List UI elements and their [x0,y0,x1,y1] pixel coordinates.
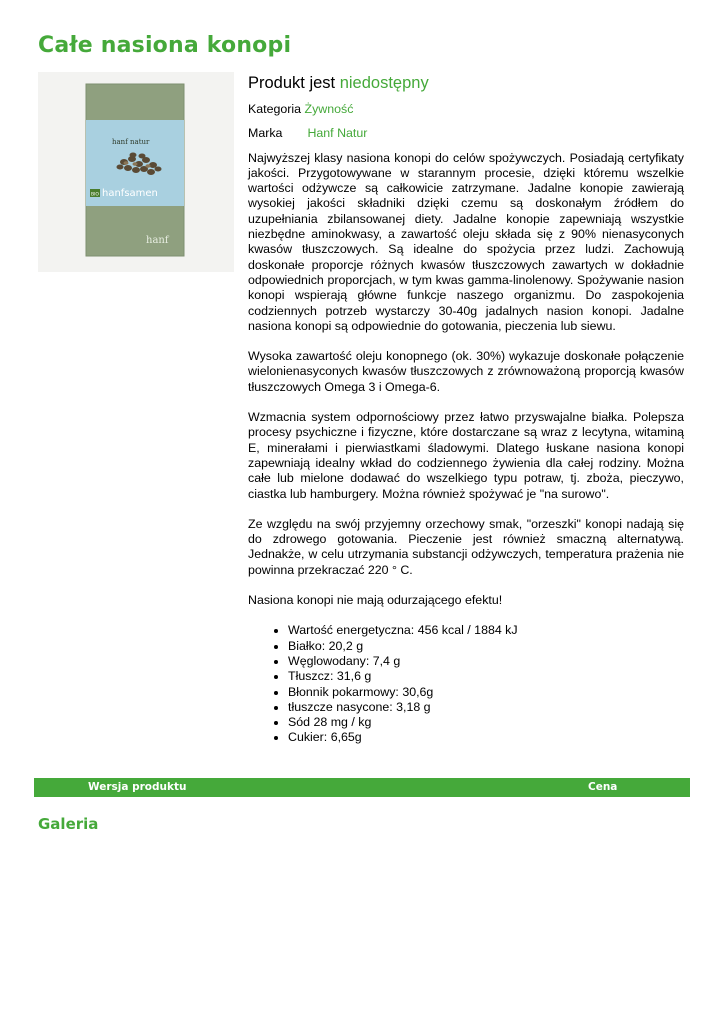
status-value: niedostępny [339,74,429,92]
category-label: Kategoria [248,102,302,116]
category-row [248,102,684,117]
hemp-seed-package-image [38,72,234,272]
category-link[interactable]: Żywność [304,102,354,116]
package-name-text: hanfsamen [102,188,158,199]
description-paragraph: Wzmacnia system odpornościowy przez łatwo przyswajalne białka. Polepsza procesy psychiczne i fizyczne, które dostarczane są wraz z lecytyna, witaminą E, minerałami i pierwiastkami śladowymi. Dlatego łuskane nasiona konopi zapewniają idealny wkład do codziennego żywienia dla całej rodziny. Można całe lub mielone dodawać do wszelkiego typu potraw, tj. zboża, pieczywo, ciastka lub hamburgery. Można również spożywać je "na surowo". [248,410,684,501]
description-paragraph: Ze względu na swój przyjemny orzechowy smak, "orzeszki" konopi nadają się do zdrowego gotowania. Pieczenie jest również smaczną alternatywą. Jednakże, w celu utrzymania substancji odżywczych, temperatura prażenia nie powinna przekraczać 220 ° C. [248,516,684,577]
nutrition-item: • Białko: 20,2 g [288,639,684,654]
page-title: Całe nasiona konopi [38,33,292,58]
brand-link[interactable]: Hanf Natur [307,126,368,141]
nutrition-item: • Błonnik pokarmowy: 30,6g [288,685,684,700]
description-paragraph: Najwyższej klasy nasiona konopi do celów spożywczych. Posiadają certyfikaty jakości. Przygotowywane w starannym procesie, dzięki któremu wszelkie wartości odżywcze są całkowicie zatrzymane. Jadalne konopie zawierają wysokiej jakości składniki dzięki czemu są doskonałym źródłem do uzupełniania zbilansowanej diety. Jadalne konopie zapewniają wszystkie niezbędne aminokwasy, a zawartość oleju składa się z 90% nienasyconych kwasów tłuszczowych. Są idealne do spożycia przez ludzi. Zachowują doskonałe proporcje różnych kwasów tłuszczowych zawartych w dokładnie odpowiednich proporcjach, w tym kwas gamma-linolenowy. Spożywanie nasion konopi wspierają główne funkcje naszego organizmu. Do zaspokojenia codziennych potrzeb wystarczy 30-40g jadalnych nasion konopi. Jadalne nasiona konopi są odpowiednie do gotowania, pieczenia lub siewu. [248,150,684,333]
nutrition-item: • tłuszcze nasycone: 3,18 g [288,700,684,715]
product-image[interactable] [38,72,234,272]
product-info [248,73,684,746]
availability-status [248,73,684,93]
column-header-version: Wersja produktu [88,781,187,793]
variants-table-header [34,778,690,797]
description-paragraph: Nasiona konopi nie mają odurzającego efektu! [248,593,503,608]
nutrition-item: • Tłuszcz: 31,6 g [288,669,684,684]
brand-label: Marka [248,126,283,141]
nutrition-item: • Cukier: 6,65g [288,730,684,745]
column-header-price: Cena [588,781,618,793]
nutrition-item: • Węglowodany: 7,4 g [288,654,684,669]
description-paragraph: Wysoka zawartość oleju konopnego (ok. 30%) wykazuje doskonałe połączenie wielonienasyconych kwasów tłuszczowych z zrównoważoną proporcją kwasów tłuszczowych Omega 3 i Omega-6. [248,349,684,394]
status-label: Produkt jest [248,74,336,92]
gallery-heading: Galeria [38,815,99,833]
nutrition-item: • Sód 28 mg / kg [288,715,684,730]
nutrition-item: • Wartość energetyczna: 456 kcal / 1884 kJ [288,623,684,638]
brand-row [248,126,684,141]
package-corner-text: hanf [146,235,169,246]
nutrition-list [248,623,684,745]
bio-badge-text: BIO [91,192,99,198]
product-description [248,151,684,746]
package-brand-text: hanf natur [112,138,150,146]
